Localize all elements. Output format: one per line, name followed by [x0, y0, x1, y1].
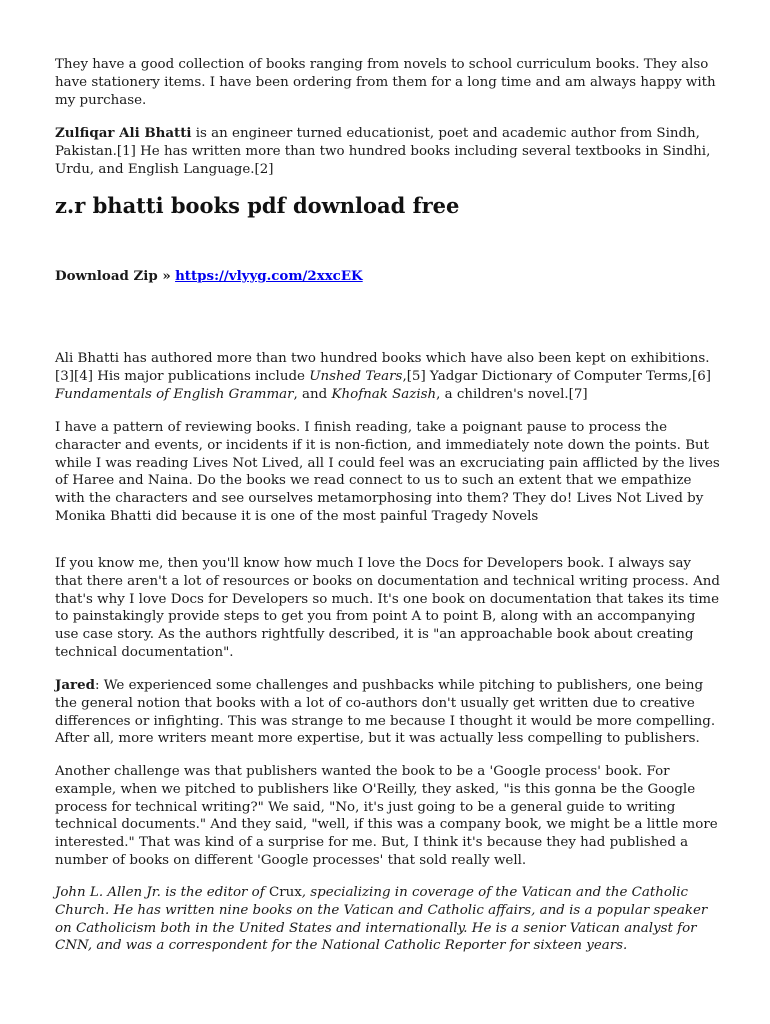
download-label: Download Zip » — [55, 268, 171, 284]
publications-text-a: Ali Bhatti has authored more than two hundred books which have also been kept on exhibitions.[3][4] His major publications include — [55, 351, 710, 384]
docs-paragraph: If you know me, then you'll know how much I love the Docs for Developers book. I always say that there aren't a lot of resources or books on documentation and technical writing process. And that's why I love Docs for Developers so much. It's one book on documentation that takes its time to painstakingly provide steps to get you from point A to point B, along with an accompanying use case story. As the authors rightfully described, it is "an approachable book about creating technical documentation". — [55, 556, 720, 660]
jared-text: : We experienced some challenges and pushbacks while pitching to publishers, one being the general notion that books with a lot of co-authors don't usually get written due to creative differences or infighting. This was strange to me because I thought it would be more compelling. After all, more writers meant more expertise, but it was actually less compelling to publishers. — [55, 678, 716, 747]
author-name: Zulfiqar Ali Bhatti — [55, 125, 192, 141]
publications-text-b: ,[5] Yadgar Dictionary of Computer Terms,[6] — [402, 368, 712, 384]
download-link[interactable]: https://vlyyg.com/2xxcEK — [175, 268, 363, 284]
publication-unshed-tears: Unshed Tears — [309, 368, 403, 384]
speaker-name: Jared — [55, 677, 95, 693]
crux-name: Crux — [268, 885, 302, 900]
intro-paragraph: They have a good collection of books ranging from novels to school curriculum books. They also have stationery items. I have been ordering from them for a long time and am always happy with my purchase. — [55, 57, 716, 108]
allen-bio-paragraph — [55, 884, 720, 955]
allen-bio-text-a: John L. Allen Jr. is the editor of — [55, 885, 269, 900]
publications-text-c: , and — [293, 386, 332, 402]
publishers-paragraph: Another challenge was that publishers wanted the book to be a 'Google process' book. For example, when we pitched to publishers like O'Reilly, they asked, "is this gonna be the Google process for technical writing?" We said, "No, it's just going to be a general guide to writing technical documents." And they said, "well, if this was a company book, we might be a little more interested." That was kind of a surprise for me. But, I think it's because they had published a number of books on different 'Google processes' that sold really well. — [55, 764, 718, 868]
page-title: z.r bhatti books pdf download free — [55, 193, 460, 218]
author-bio-text: is an engineer turned educationist, poet and academic author from Sindh, Pakistan.[1] He has written more than two hundred books including several textbooks in Sindhi, Urdu, and English Language.[2] — [55, 126, 711, 177]
publication-khofnak-sazish: Khofnak Sazish — [331, 386, 437, 402]
publications-paragraph — [55, 350, 720, 403]
publications-text-d: , a children's novel.[7] — [436, 386, 588, 402]
download-line — [55, 268, 720, 286]
author-bio-paragraph — [55, 125, 720, 178]
allen-bio-text-b: , specializing in coverage of the Vatican and the Catholic Church. He has written nine books on the Vatican and Catholic affairs, and is a popular speaker on Catholicism both in the United States and internationally. He is a senior Vatican analyst for CNN, and was a correspondent for the National Catholic Reporter for sixteen years. — [55, 885, 708, 954]
publication-fundamentals: Fundamentals of English Grammar — [55, 386, 294, 402]
jared-paragraph — [55, 677, 720, 748]
review-paragraph: I have a pattern of reviewing books. I finish reading, take a poignant pause to process the character and events, or incidents if it is non-fiction, and immediately note down the points. But while I was reading Lives Not Lived, all I could feel was an excruciating pain afflicted by the lives of Haree and Naina. Do the books we read connect to us to such an extent that we empathize with the characters and see ourselves metamorphosing into them? They do! Lives Not Lived by Monika Bhatti did because it is one of the most painful Tragedy Novels — [55, 420, 720, 524]
